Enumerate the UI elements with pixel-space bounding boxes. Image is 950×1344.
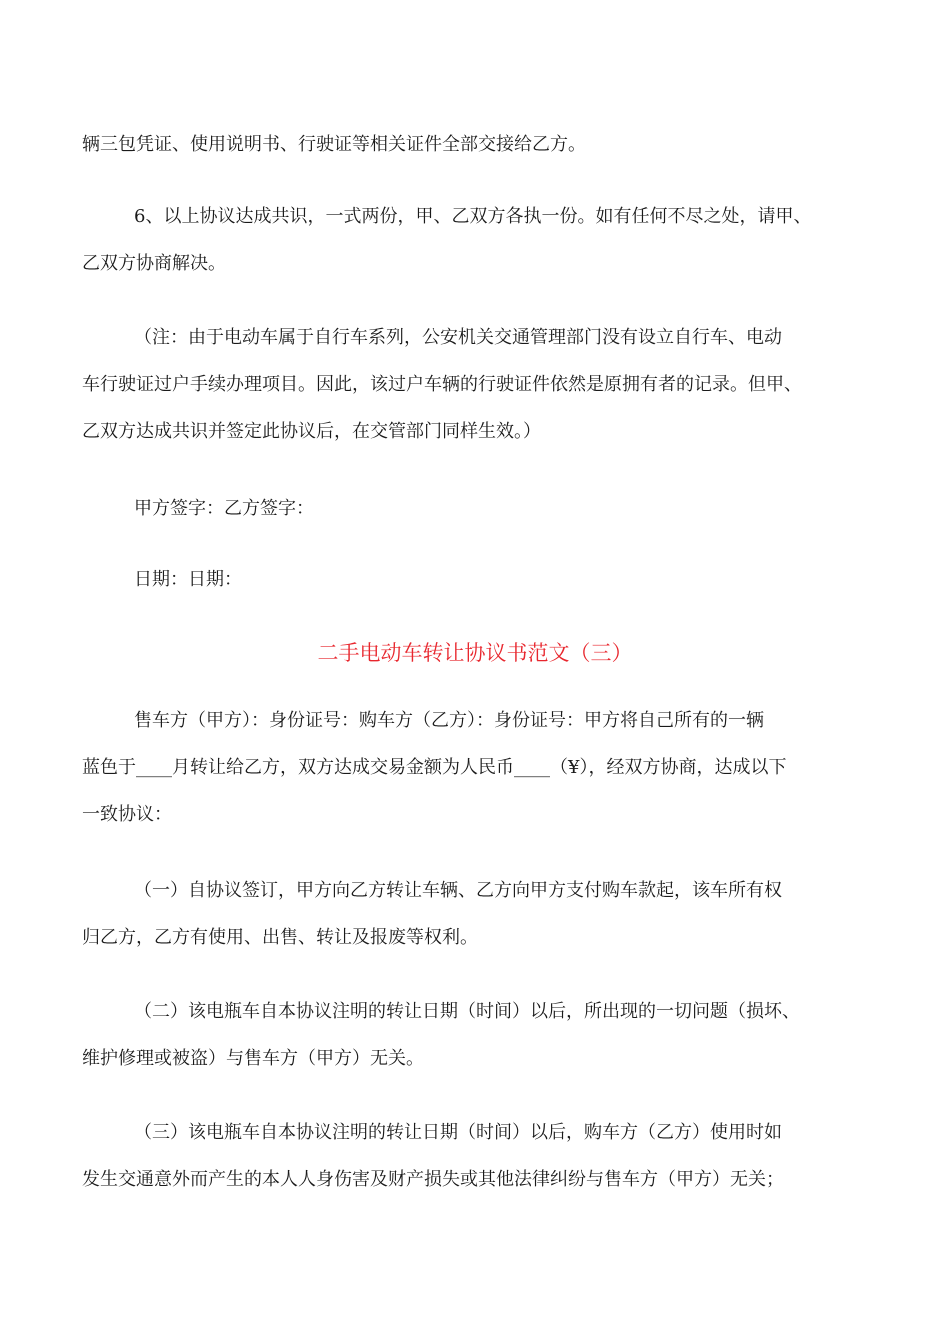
paragraph-line: （二）该电瓶车自本协议注明的转让日期（时间）以后，所出现的一切问题（损坏、 (134, 1001, 800, 1022)
paragraph-line: （注：由于电动车属于自行车系列，公安机关交通管理部门没有设立自行车、电动 (134, 327, 782, 348)
date-text: 日期：日期： (134, 569, 242, 590)
paragraph-line: 归乙方，乙方有使用、出售、转让及报废等权利。 (82, 927, 478, 948)
paragraph-line: （三）该电瓶车自本协议注明的转让日期（时间）以后，购车方（乙方）使用时如 (134, 1122, 782, 1143)
paragraph-line: 乙双方达成共识并签定此协议后，在交管部门同样生效。） (82, 421, 541, 442)
signature-line (82, 485, 882, 532)
paragraph-item-6 (82, 193, 882, 287)
section-title: 二手电动车转让协议书范文（三） (317, 641, 633, 665)
paragraph-line: 售车方（甲方）：身份证号：购车方（乙方）：身份证号：甲方将自己所有的一辆 (134, 710, 764, 731)
paragraph-line: 6、以上协议达成共识，一式两份，甲、乙双方各执一份。如有任何不尽之处，请甲、 (134, 206, 812, 227)
signature-text: 甲方签字：乙方签字： (134, 498, 314, 519)
paragraph-line: 发生交通意外而产生的本人人身伤害及财产损失或其他法律纠纷与售车方（甲方）无关； (82, 1169, 784, 1190)
paragraph-line: 蓝色于____月转让给乙方，双方达成交易金额为人民币____（¥），经双方协商，达成以下 (82, 757, 787, 778)
paragraph-note (82, 314, 882, 455)
paragraph-line: 车行驶证过户手续办理项目。因此，该过户车辆的行驶证件依然是原拥有者的记录。但甲、 (82, 374, 802, 395)
paragraph-line: 一致协议： (82, 804, 172, 825)
paragraph-intro (82, 697, 882, 838)
clause-2 (82, 988, 882, 1082)
paragraph-line: 维护修理或被盗）与售车方（甲方）无关。 (82, 1048, 424, 1069)
paragraph-line: （一）自协议签订，甲方向乙方转让车辆、乙方向甲方支付购车款起，该车所有权 (134, 880, 782, 901)
date-line (82, 556, 882, 603)
paragraph-line: 辆三包凭证、使用说明书、行驶证等相关证件全部交接给乙方。 (82, 134, 586, 155)
clause-1 (82, 867, 882, 961)
paragraph-line: 乙双方协商解决。 (82, 253, 226, 274)
clause-3 (82, 1109, 882, 1203)
paragraph-continuation (82, 121, 882, 168)
